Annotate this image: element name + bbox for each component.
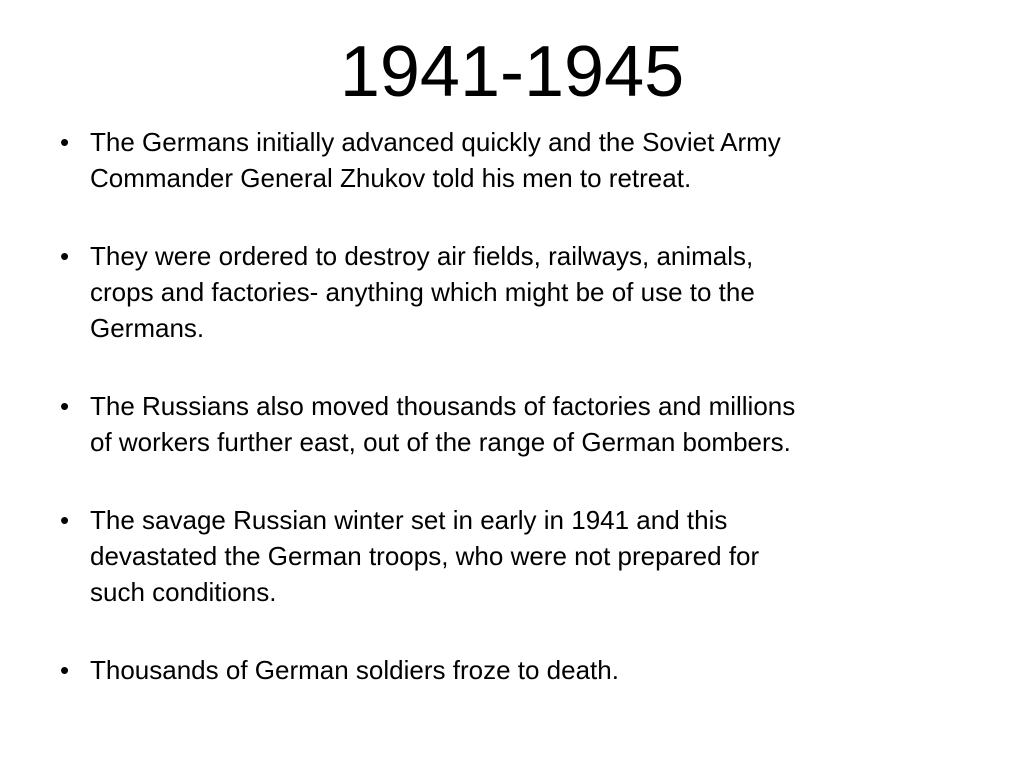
bullet-line: of workers further east, out of the range of German bombers. [90, 427, 791, 457]
bullet-line: They were ordered to destroy air fields, railways, animals, [90, 241, 754, 271]
bullet-item [58, 238, 958, 346]
bullet-line: Thousands of German soldiers froze to death. [90, 655, 619, 685]
bullet-text [90, 238, 958, 346]
bullet-marker: • [60, 127, 70, 157]
bullet-line: such conditions. [90, 577, 277, 607]
bullet-line: The Russians also moved thousands of factories and millions [90, 391, 796, 421]
bullet-text [90, 502, 958, 610]
bullet-marker: • [60, 391, 70, 421]
slide-title: 1941-1945 [339, 32, 685, 112]
bullet-text [90, 124, 958, 196]
bullet-line: The savage Russian winter set in early in 1941 and this [90, 505, 728, 535]
bullet-item [58, 124, 958, 196]
bullet-text [90, 652, 958, 688]
bullet-marker: • [60, 505, 70, 535]
bullet-line: crops and factories- anything which might be of use to the [90, 277, 755, 307]
bullet-item [58, 388, 958, 460]
bullet-text [90, 388, 958, 460]
bullet-line: Commander General Zhukov told his men to retreat. [90, 163, 692, 193]
bullet-line: Germans. [90, 313, 205, 343]
bullet-line: devastated the German troops, who were not prepared for [90, 541, 760, 571]
bullet-line: The Germans initially advanced quickly and the Soviet Army [90, 127, 781, 157]
bullet-item [58, 502, 958, 610]
bullet-item [58, 652, 958, 688]
bullet-marker: • [60, 241, 70, 271]
bullet-marker: • [60, 655, 70, 685]
